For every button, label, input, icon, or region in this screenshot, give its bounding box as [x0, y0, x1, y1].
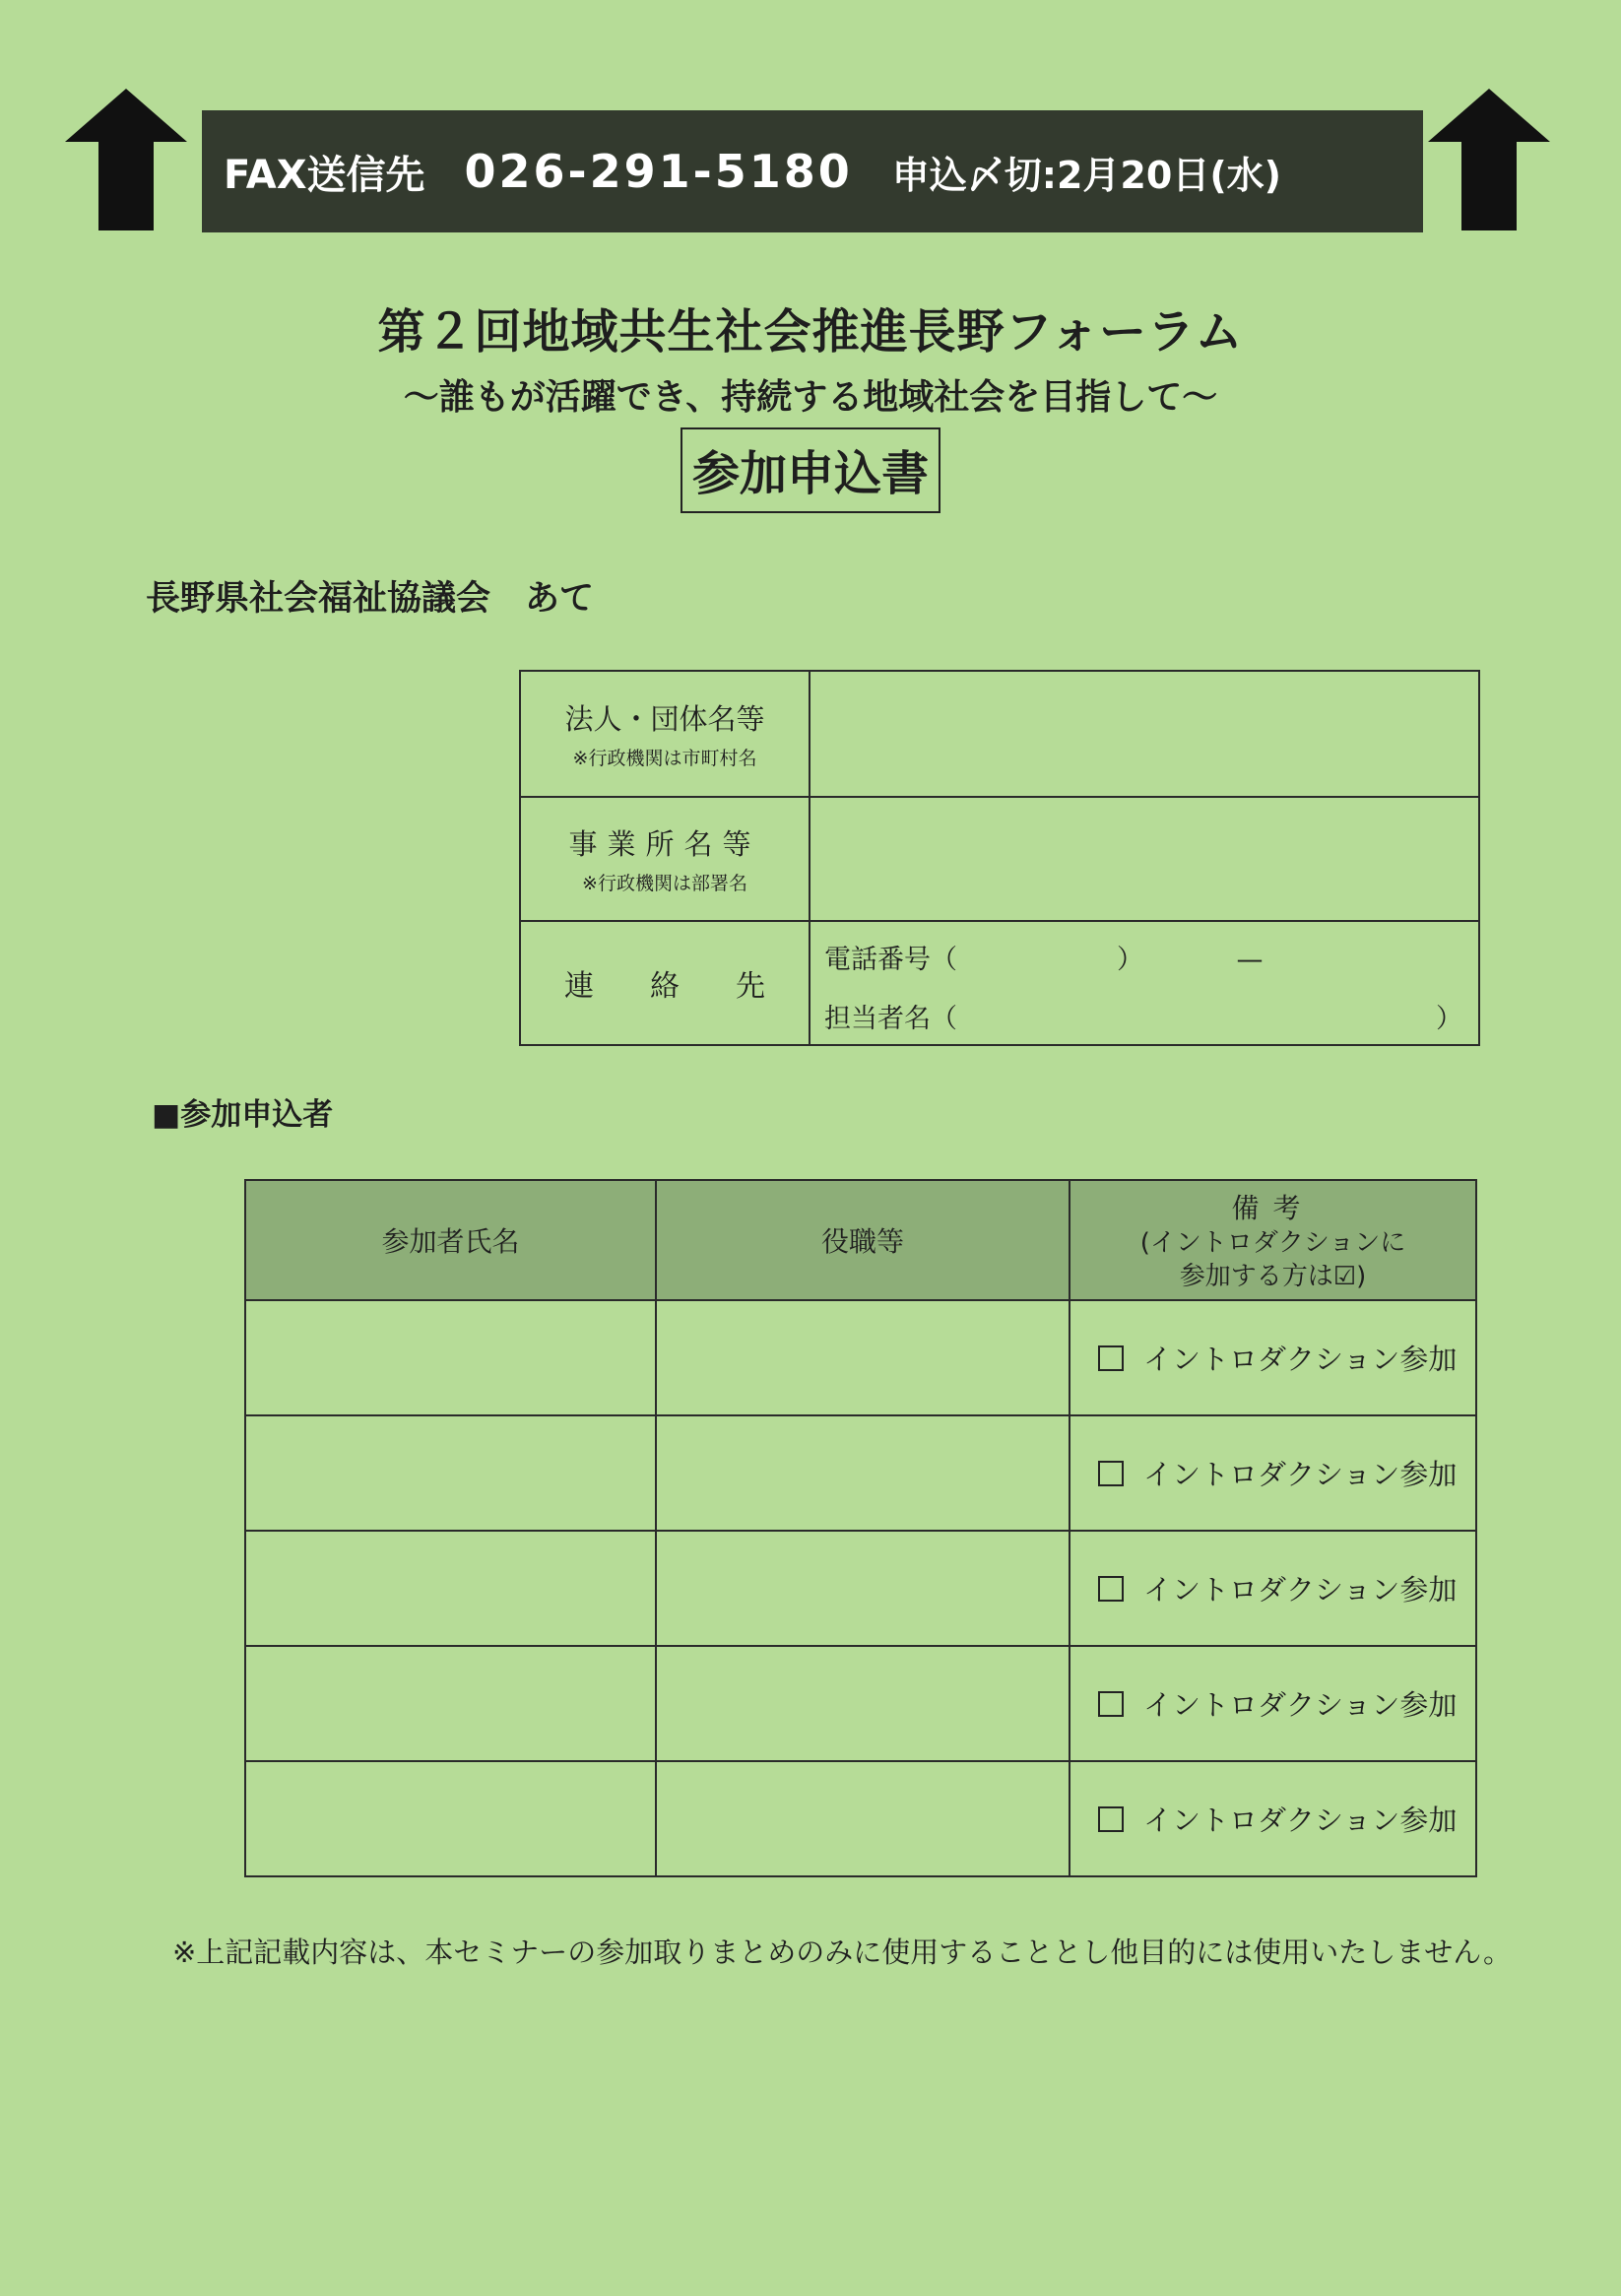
page-subtitle: 〜誰もが活躍でき、持続する地域社会を目指して〜: [403, 377, 1218, 418]
up-arrow-icon: [63, 87, 189, 232]
remarks-note: (イントロダクションに: [1139, 1228, 1406, 1258]
up-arrow-icon: [1426, 87, 1552, 232]
intro-checkbox-option[interactable]: [1070, 1338, 1475, 1378]
form-title: 参加申込書: [681, 427, 940, 513]
intro-label: イントロダクション参加: [1143, 1343, 1458, 1376]
addressee: 長野県社会福祉協議会 あて: [146, 579, 595, 619]
participant-name-field[interactable]: [245, 1531, 656, 1646]
intro-checkbox-option[interactable]: [1070, 1453, 1475, 1493]
corporation-label-cell: [520, 671, 810, 797]
table-row: [245, 1646, 1476, 1761]
remarks-title: 備考: [1231, 1192, 1315, 1224]
column-header-role: 役職等: [656, 1180, 1070, 1300]
participant-role-field[interactable]: [656, 1761, 1070, 1876]
table-row: [245, 1415, 1476, 1531]
office-note: ※行政機関は部署名: [582, 873, 747, 894]
checkbox-icon[interactable]: [1098, 1576, 1124, 1602]
intro-checkbox-option[interactable]: [1070, 1683, 1475, 1724]
intro-checkbox-option[interactable]: [1070, 1799, 1475, 1839]
contact-label-char: 連: [564, 969, 594, 1004]
office-label-cell: [520, 797, 810, 921]
participant-name-field[interactable]: [245, 1646, 656, 1761]
participants-heading: ■参加申込者: [152, 1097, 334, 1133]
participant-name-field[interactable]: [245, 1415, 656, 1531]
remarks-cell: [1070, 1761, 1476, 1876]
contact-person-field[interactable]: 担当者名（ ）: [824, 1004, 1462, 1034]
remarks-cell: [1070, 1531, 1476, 1646]
participant-role-field[interactable]: [656, 1646, 1070, 1761]
remarks-cell: [1070, 1415, 1476, 1531]
participants-table: [244, 1179, 1477, 1877]
contact-label-char: 絡: [650, 969, 680, 1004]
organization-form: [519, 670, 1480, 1046]
privacy-footnote: ※上記記載内容は、本セミナーの参加取りまとめのみに使用することとし他目的には使用いたしません。: [172, 1935, 1513, 1969]
remarks-cell: [1070, 1646, 1476, 1761]
page-title: 第２回地域共生社会推進長野フォーラム: [377, 304, 1244, 360]
office-name-field[interactable]: [810, 797, 1479, 921]
intro-checkbox-option[interactable]: [1070, 1568, 1475, 1608]
corporation-name-field[interactable]: [810, 671, 1479, 797]
intro-label: イントロダクション参加: [1143, 1688, 1458, 1722]
contact-field: [810, 921, 1479, 1045]
intro-label: イントロダクション参加: [1143, 1804, 1458, 1837]
checkbox-icon[interactable]: [1098, 1345, 1124, 1371]
fax-label: FAX送信先: [224, 152, 425, 198]
participant-role-field[interactable]: [656, 1415, 1070, 1531]
intro-label: イントロダクション参加: [1143, 1458, 1458, 1491]
remarks-cell: [1070, 1300, 1476, 1415]
participant-name-field[interactable]: [245, 1761, 656, 1876]
column-header-name: 参加者氏名: [245, 1180, 656, 1300]
participant-role-field[interactable]: [656, 1300, 1070, 1415]
column-header-remarks: [1070, 1180, 1476, 1300]
participant-name-field[interactable]: [245, 1300, 656, 1415]
contact-label-char: 先: [736, 969, 765, 1004]
contact-label: [521, 961, 809, 1005]
contact-label-cell: [520, 921, 810, 1045]
checkbox-icon[interactable]: [1098, 1806, 1124, 1832]
corporation-note: ※行政機関は市町村名: [572, 748, 757, 769]
checkbox-icon[interactable]: [1098, 1461, 1124, 1486]
participant-role-field[interactable]: [656, 1531, 1070, 1646]
checkbox-icon[interactable]: [1098, 1691, 1124, 1717]
intro-label: イントロダクション参加: [1143, 1573, 1458, 1607]
form-title-container: [0, 427, 1621, 513]
office-label: 事業所名等: [568, 827, 761, 861]
table-row: [245, 1531, 1476, 1646]
remarks-note: 参加する方は☑): [1179, 1262, 1367, 1291]
fax-number: 026-291-5180: [464, 145, 853, 198]
table-row: [245, 1300, 1476, 1415]
phone-field[interactable]: 電話番号（ ） —: [824, 945, 1264, 975]
deadline: 申込〆切:2月20日(水): [891, 153, 1282, 197]
fax-banner: [202, 110, 1423, 232]
corporation-label: 法人・団体名等: [564, 702, 765, 736]
table-row: [245, 1761, 1476, 1876]
